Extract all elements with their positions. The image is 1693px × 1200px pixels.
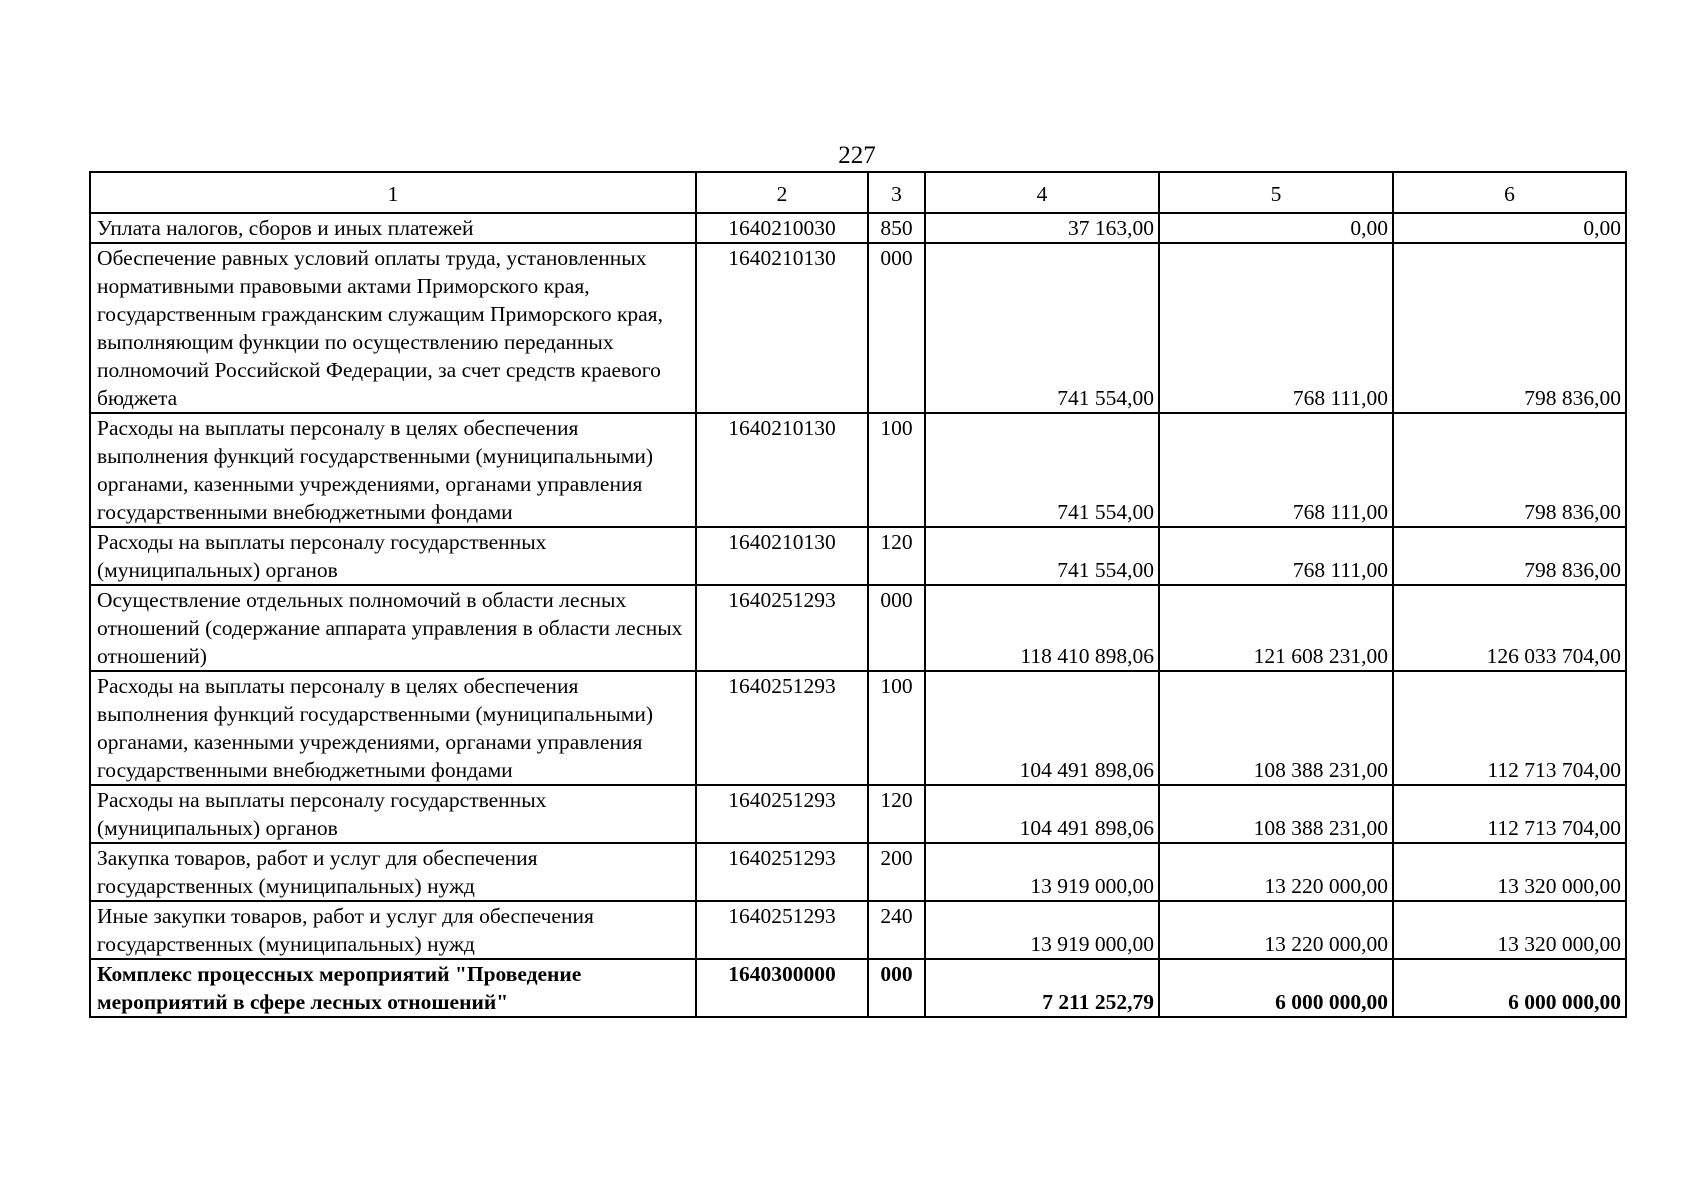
row-vr-code-cell: 100 xyxy=(868,671,925,785)
row-vr-code-cell: 240 xyxy=(868,901,925,959)
table-row xyxy=(90,843,1626,901)
header-cell-4: 4 xyxy=(925,172,1159,213)
row-amount-col5-cell: 0,00 xyxy=(1159,213,1393,243)
row-amount-col6-cell: 13 320 000,00 xyxy=(1393,843,1626,901)
row-csr-code-cell: 1640210030 xyxy=(696,213,868,243)
row-name-cell: Расходы на выплаты персоналу государственных (муниципальных) органов xyxy=(90,527,696,585)
row-name-cell: Уплата налогов, сборов и иных платежей xyxy=(90,213,696,243)
row-amount-col5-cell: 121 608 231,00 xyxy=(1159,585,1393,671)
row-amount-col5-cell: 13 220 000,00 xyxy=(1159,901,1393,959)
row-name-cell: Комплекс процессных мероприятий "Проведение мероприятий в сфере лесных отношений" xyxy=(90,959,696,1017)
row-amount-col5-cell: 768 111,00 xyxy=(1159,243,1393,413)
table-row xyxy=(90,413,1626,527)
header-cell-6: 6 xyxy=(1393,172,1626,213)
table-header-row xyxy=(90,172,1626,213)
row-vr-code-cell: 000 xyxy=(868,959,925,1017)
table-row xyxy=(90,671,1626,785)
table-row xyxy=(90,901,1626,959)
row-amount-col5-cell: 6 000 000,00 xyxy=(1159,959,1393,1017)
row-amount-col4-cell: 104 491 898,06 xyxy=(925,671,1159,785)
row-amount-col4-cell: 104 491 898,06 xyxy=(925,785,1159,843)
row-name-cell: Закупка товаров, работ и услуг для обеспечения государственных (муниципальных) нужд xyxy=(90,843,696,901)
table-row xyxy=(90,527,1626,585)
row-amount-col5-cell: 768 111,00 xyxy=(1159,527,1393,585)
header-cell-1: 1 xyxy=(90,172,696,213)
row-amount-col6-cell: 798 836,00 xyxy=(1393,243,1626,413)
row-amount-col6-cell: 798 836,00 xyxy=(1393,413,1626,527)
page-number: 227 xyxy=(838,142,876,169)
row-amount-col5-cell: 108 388 231,00 xyxy=(1159,785,1393,843)
row-vr-code-cell: 000 xyxy=(868,585,925,671)
row-vr-code-cell: 850 xyxy=(868,213,925,243)
row-amount-col6-cell: 6 000 000,00 xyxy=(1393,959,1626,1017)
row-amount-col4-cell: 37 163,00 xyxy=(925,213,1159,243)
row-amount-col6-cell: 112 713 704,00 xyxy=(1393,785,1626,843)
budget-table xyxy=(89,171,1627,1018)
table-row xyxy=(90,243,1626,413)
row-amount-col6-cell: 112 713 704,00 xyxy=(1393,671,1626,785)
table-row xyxy=(90,213,1626,243)
row-amount-col6-cell: 798 836,00 xyxy=(1393,527,1626,585)
row-name-cell: Иные закупки товаров, работ и услуг для обеспечения государственных (муниципальных) нужд xyxy=(90,901,696,959)
table-row xyxy=(90,585,1626,671)
row-name-cell: Расходы на выплаты персоналу государственных (муниципальных) органов xyxy=(90,785,696,843)
row-amount-col5-cell: 768 111,00 xyxy=(1159,413,1393,527)
header-cell-3: 3 xyxy=(868,172,925,213)
row-amount-col5-cell: 108 388 231,00 xyxy=(1159,671,1393,785)
row-vr-code-cell: 120 xyxy=(868,527,925,585)
row-csr-code-cell: 1640251293 xyxy=(696,585,868,671)
header-cell-2: 2 xyxy=(696,172,868,213)
row-amount-col6-cell: 126 033 704,00 xyxy=(1393,585,1626,671)
row-csr-code-cell: 1640251293 xyxy=(696,901,868,959)
table-row xyxy=(90,959,1626,1017)
row-name-cell: Расходы на выплаты персоналу в целях обеспечения выполнения функций государственными (муниципальными) органами, казенными учреждениями, органами управления государственными внебюджетными фондами xyxy=(90,413,696,527)
row-vr-code-cell: 200 xyxy=(868,843,925,901)
row-csr-code-cell: 1640210130 xyxy=(696,243,868,413)
row-csr-code-cell: 1640251293 xyxy=(696,843,868,901)
row-name-cell: Обеспечение равных условий оплаты труда, установленных нормативными правовыми актами Приморского края, государственным гражданским служащим Приморского края, выполняющим функции по осуществлению переданных полномочий Российской Федерации, за счет средств краевого бюджета xyxy=(90,243,696,413)
row-amount-col6-cell: 0,00 xyxy=(1393,213,1626,243)
row-vr-code-cell: 000 xyxy=(868,243,925,413)
row-name-cell: Расходы на выплаты персоналу в целях обеспечения выполнения функций государственными (муниципальными) органами, казенными учреждениями, органами управления государственными внебюджетными фондами xyxy=(90,671,696,785)
row-amount-col5-cell: 13 220 000,00 xyxy=(1159,843,1393,901)
row-amount-col6-cell: 13 320 000,00 xyxy=(1393,901,1626,959)
row-amount-col4-cell: 741 554,00 xyxy=(925,243,1159,413)
header-cell-5: 5 xyxy=(1159,172,1393,213)
row-csr-code-cell: 1640210130 xyxy=(696,527,868,585)
row-vr-code-cell: 100 xyxy=(868,413,925,527)
row-amount-col4-cell: 13 919 000,00 xyxy=(925,901,1159,959)
row-amount-col4-cell: 741 554,00 xyxy=(925,527,1159,585)
table-row xyxy=(90,785,1626,843)
row-amount-col4-cell: 118 410 898,06 xyxy=(925,585,1159,671)
row-csr-code-cell: 1640251293 xyxy=(696,785,868,843)
row-csr-code-cell: 1640300000 xyxy=(696,959,868,1017)
row-vr-code-cell: 120 xyxy=(868,785,925,843)
row-csr-code-cell: 1640251293 xyxy=(696,671,868,785)
row-csr-code-cell: 1640210130 xyxy=(696,413,868,527)
row-name-cell: Осуществление отдельных полномочий в области лесных отношений (содержание аппарата управления в области лесных отношений) xyxy=(90,585,696,671)
row-amount-col4-cell: 13 919 000,00 xyxy=(925,843,1159,901)
row-amount-col4-cell: 7 211 252,79 xyxy=(925,959,1159,1017)
row-amount-col4-cell: 741 554,00 xyxy=(925,413,1159,527)
